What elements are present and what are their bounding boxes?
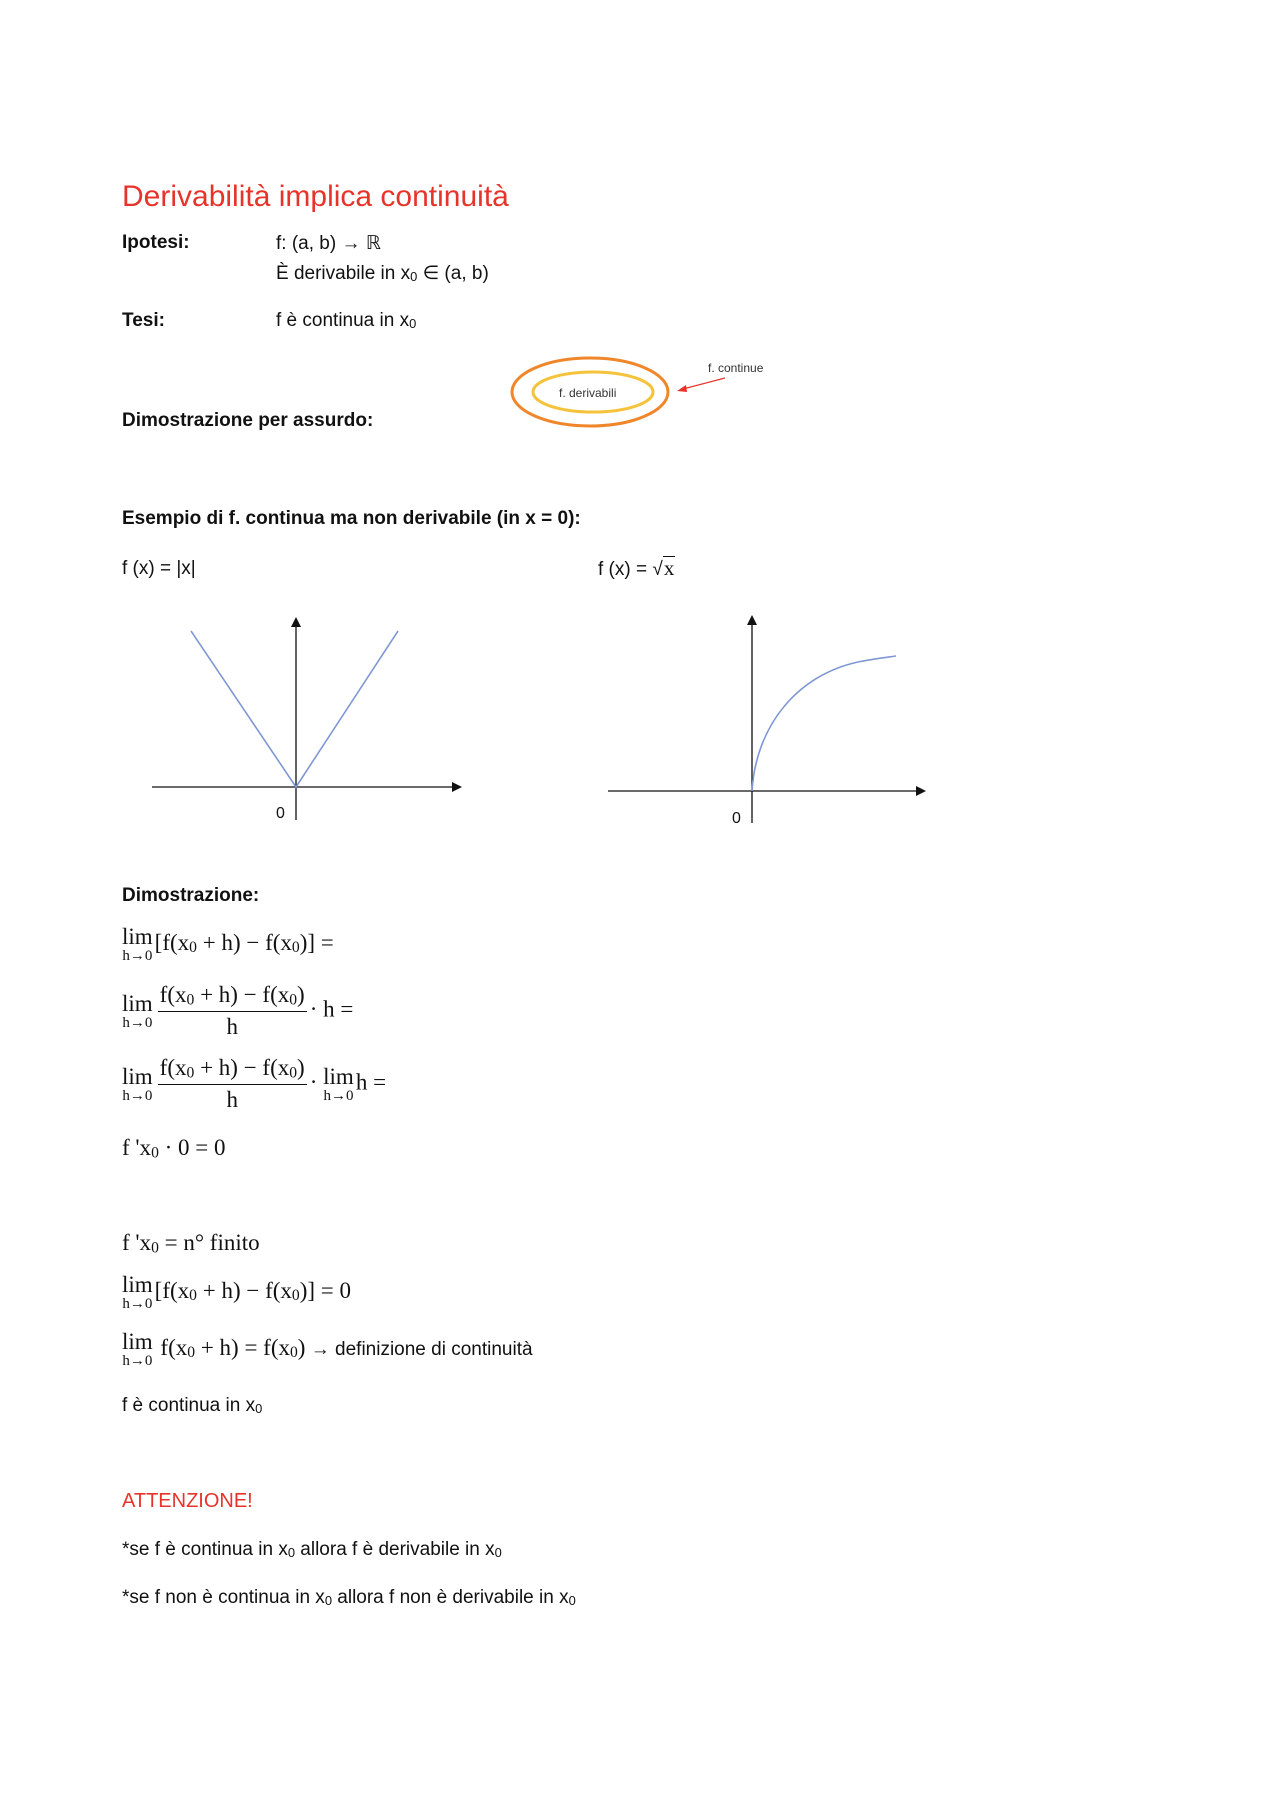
hypothesis-line-1: f: (a, b) → ℝ xyxy=(276,233,381,254)
conclusion-line-2: lim h→0 $[f(x_0 + h) - f(x_0)] = 0$ xyxy=(122,1272,351,1312)
proof-line-1: lim h→0 $[f(x_0 + h) - f(x_0)]$ = xyxy=(122,924,334,964)
pointer-arrow-head xyxy=(677,385,687,392)
y-axis-arrow xyxy=(747,615,757,625)
x-axis-arrow xyxy=(916,786,926,796)
abs-curve xyxy=(191,631,398,787)
attention-note-1: *se f è continua in $x_0$ allora f è derivabile in $x_0$ xyxy=(122,1539,502,1560)
outer-set-label: f. continue xyxy=(708,361,764,375)
abs-function-graph xyxy=(122,605,472,840)
thesis-label: Tesi: xyxy=(122,310,165,331)
y-axis-arrow xyxy=(291,617,301,627)
function-2-label: f (x) = √x xyxy=(598,556,675,580)
proof-absurd-label: Dimostrazione per assurdo: xyxy=(122,410,374,431)
sqrt-curve xyxy=(752,656,896,791)
conclusion-line-3: lim h→0 $f(x_0 + h) = f(x_0)$ → definizione di continuità xyxy=(122,1329,533,1369)
attention-heading: ATTENZIONE! xyxy=(122,1490,253,1512)
hypothesis-line-2: È derivabile in $x_0$ ∈ (a, b) xyxy=(276,263,489,284)
page-title: Derivabilità implica continuità xyxy=(122,180,509,213)
proof-line-4: f '$x_0 \cdot 0 = 0$ xyxy=(122,1135,226,1162)
proof-line-2: lim h→0 $\frac{f(x_0 + h) - f(x_0)}{h}$ · h = xyxy=(122,982,354,1040)
pointer-arrow-line xyxy=(683,378,725,389)
thesis-text: f è continua in $x_0$ xyxy=(276,310,417,331)
hypothesis-label: Ipotesi: xyxy=(122,232,190,253)
example-heading: Esempio di f. continua ma non derivabile (in x = 0): xyxy=(122,508,581,529)
inner-set-label: f. derivabili xyxy=(559,386,617,400)
conclusion-line-1: f '$x_0 = n^\circ$ finito xyxy=(122,1230,260,1257)
attention-note-2: *se f non è continua in $x_0$ allora f non è derivabile in $x_0$ xyxy=(122,1587,576,1608)
sets-diagram xyxy=(505,352,775,434)
origin-label: 0 xyxy=(276,805,285,822)
origin-label: 0 xyxy=(732,810,741,827)
conclusion-line-4: f è continua in $x_0$ xyxy=(122,1395,263,1416)
sqrt-radicand: x xyxy=(663,556,675,580)
proof-label: Dimostrazione: xyxy=(122,885,260,906)
function-1-label: f (x) = |x| xyxy=(122,558,196,579)
x-axis-arrow xyxy=(452,782,462,792)
sqrt-function-graph xyxy=(598,605,948,840)
proof-line-3: lim h→0 $\frac{f(x_0 + h) - f(x_0)}{h}$ · lim h→0 h = xyxy=(122,1055,387,1113)
